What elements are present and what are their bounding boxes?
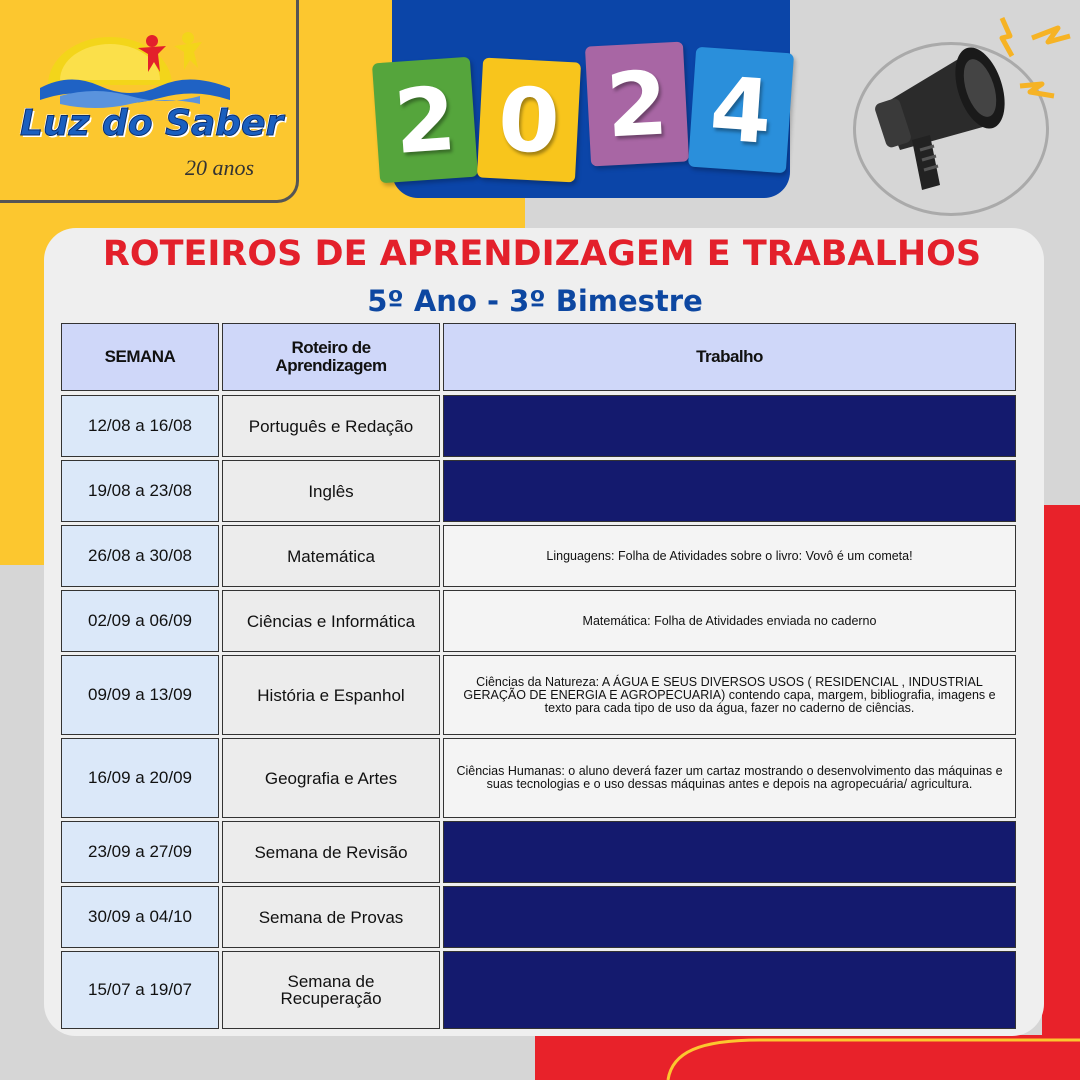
logo-subtitle: 20 anos [185, 155, 255, 180]
trabalho-cell: Matemática: Folha de Atividades enviada no caderno [443, 590, 1016, 652]
roteiro-cell: Português e Redação [222, 395, 440, 457]
week-cell: 19/08 a 23/08 [61, 460, 219, 522]
week-cell: 23/09 a 27/09 [61, 821, 219, 883]
trabalho-cell [443, 821, 1016, 883]
week-cell: 09/09 a 13/09 [61, 655, 219, 735]
week-cell: 12/08 a 16/08 [61, 395, 219, 457]
trabalho-cell [443, 395, 1016, 457]
roteiro-cell: História e Espanhol [222, 655, 440, 735]
header-trabalho: Trabalho [443, 323, 1016, 391]
roteiro-cell: Semana de Provas [222, 886, 440, 948]
year-digit-tile: 2 [585, 42, 689, 167]
logo-frame [0, 0, 299, 203]
roteiro-cell: Matemática [222, 525, 440, 587]
week-cell: 26/08 a 30/08 [61, 525, 219, 587]
year-digit-tile: 0 [477, 58, 581, 183]
roteiro-cell: Ciências e Informática [222, 590, 440, 652]
roteiro-cell: Geografia e Artes [222, 738, 440, 818]
roteiro-cell: Semana de Revisão [222, 821, 440, 883]
megaphone-icon [860, 0, 1080, 210]
week-cell: 02/09 a 06/09 [61, 590, 219, 652]
trabalho-cell [443, 886, 1016, 948]
week-cell: 30/09 a 04/10 [61, 886, 219, 948]
logo-name: Luz do Saber [20, 103, 284, 144]
trabalho-cell [443, 951, 1016, 1029]
year-digit-tile: 4 [688, 47, 794, 174]
trabalho-cell: Linguagens: Folha de Atividades sobre o livro: Vovô é um cometa! [443, 525, 1016, 587]
header-week: SEMANA [61, 323, 219, 391]
trabalho-cell: Ciências da Natureza: A ÁGUA E SEUS DIVERSOS USOS ( RESIDENCIAL , INDUSTRIAL GERAÇÃO DE ENERGIA E AGROPECUARIA) contendo capa, margem, bibliografia, imagens e texto para cada tipo de uso da água, fazer no caderno de ciências. [443, 655, 1016, 735]
page-subtitle: 5º Ano - 3º Bimestre [367, 284, 703, 318]
week-cell: 15/07 a 19/07 [61, 951, 219, 1029]
page-title: ROTEIROS DE APRENDIZAGEM E TRABALHOS [102, 234, 982, 274]
year-digit-tile: 2 [372, 57, 478, 184]
header-roteiro: Roteiro de Aprendizagem [222, 323, 440, 391]
week-cell: 16/09 a 20/09 [61, 738, 219, 818]
trabalho-cell: Ciências Humanas: o aluno deverá fazer um cartaz mostrando o desenvolvimento das máquinas e suas tecnologias e o uso dessas máquinas antes e depois na agropecuária/ agricultura. [443, 738, 1016, 818]
trabalho-cell [443, 460, 1016, 522]
roteiro-cell: Semana de Recuperação [222, 951, 440, 1029]
roteiro-cell: Inglês [222, 460, 440, 522]
